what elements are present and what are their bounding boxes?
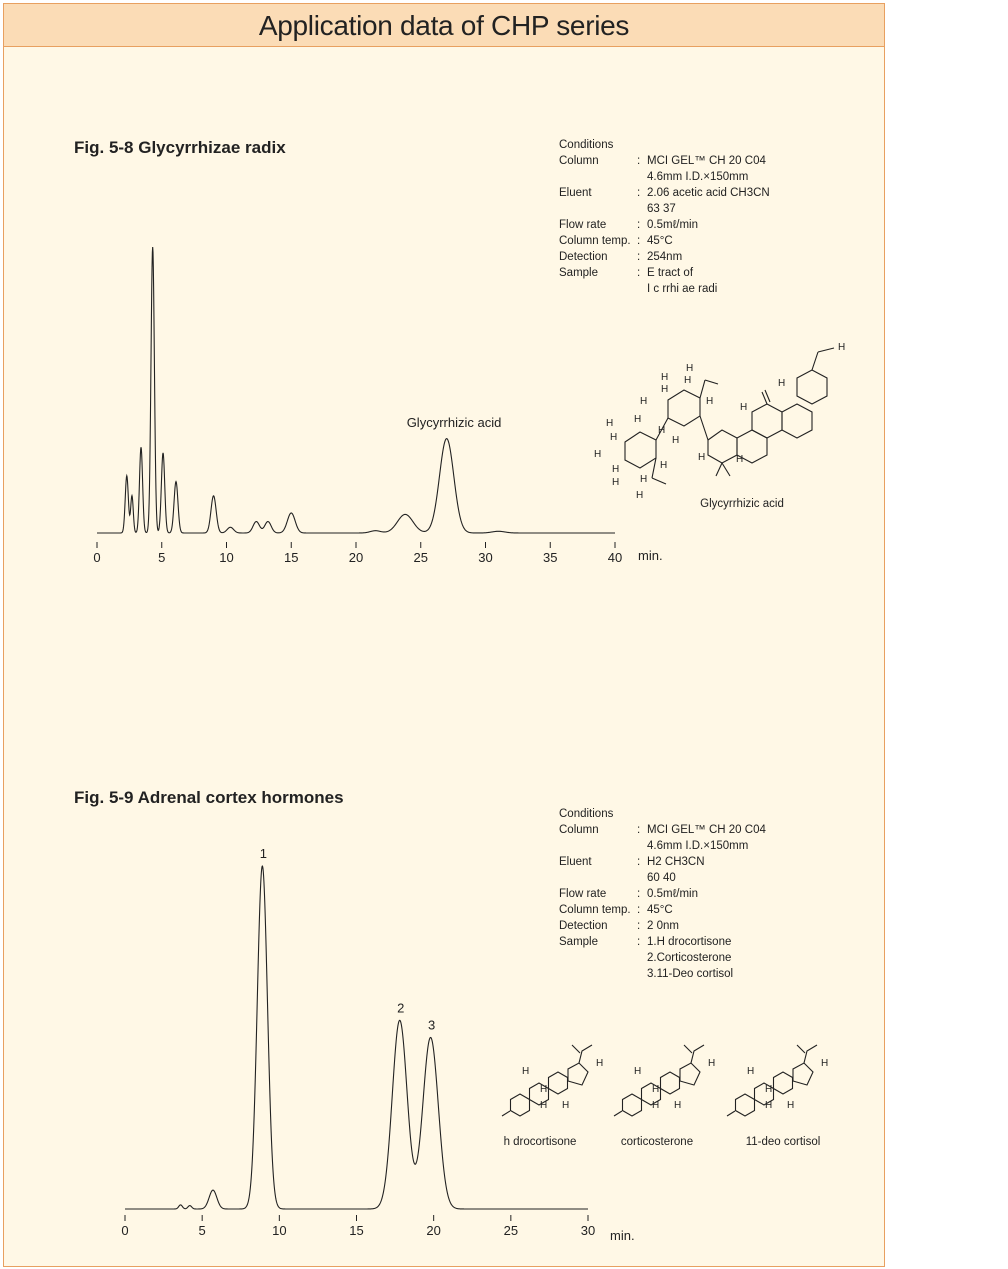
- fig1-cond-colon: :: [637, 267, 641, 279]
- fig2-title: Fig. 5-9 Adrenal cortex hormones: [74, 788, 344, 807]
- fig2-x-unit: min.: [610, 1228, 635, 1243]
- fig2-x-tick-label: 20: [426, 1223, 441, 1238]
- fig2-cond-value: 0.5mℓ/min: [647, 888, 699, 900]
- fig2-cond-value: 45°C: [647, 904, 673, 916]
- svg-text:H: H: [736, 454, 744, 465]
- fig2-cond-colon: :: [637, 904, 641, 916]
- svg-text:H: H: [686, 363, 694, 374]
- ring-c: [752, 404, 782, 438]
- glycyrrhizic-acid-structure: [625, 348, 834, 484]
- fig1-x-tick-label: 30: [478, 550, 493, 565]
- hydrogen-label: H: [787, 1100, 795, 1111]
- hydrogen-label: H: [674, 1100, 682, 1111]
- fig1-x-unit: min.: [638, 548, 663, 563]
- fig2-cond-value: H2 CH3CN: [647, 856, 705, 868]
- hydrogen-label: H: [540, 1100, 548, 1111]
- fig1-title: Fig. 5-8 Glycyrrhizae radix: [74, 138, 286, 157]
- fig2-cond-value: 1.H drocortisone: [647, 936, 732, 948]
- fig1-cond-colon: :: [637, 187, 641, 199]
- fig1-cond-value: 4.6mm I.D.×150mm: [647, 171, 749, 183]
- fig2-cond-colon: :: [637, 824, 641, 836]
- fig1-cond-value: 2.06 acetic acid CH3CN: [647, 187, 770, 199]
- hydrogen-label: H: [562, 1100, 570, 1111]
- hydrogen-label: H: [540, 1084, 548, 1095]
- hydrogen-label: H: [652, 1100, 660, 1111]
- svg-text:H: H: [672, 435, 680, 446]
- svg-text:H: H: [661, 384, 669, 395]
- fig1-cond-key: Sample: [559, 267, 598, 279]
- fig2-x-tick-label: 15: [349, 1223, 364, 1238]
- fig1-x-tick-label: 40: [607, 550, 623, 565]
- svg-text:H: H: [698, 452, 706, 463]
- hydrogen-label: H: [765, 1100, 773, 1111]
- fig1-cond-colon: :: [637, 235, 641, 247]
- fig2-x-tick-label: 0: [121, 1223, 129, 1238]
- hydrogen-label: H: [765, 1084, 773, 1095]
- svg-text:H: H: [706, 396, 714, 407]
- ring-a: [708, 430, 737, 463]
- svg-text:H: H: [612, 464, 620, 475]
- hydrogen-label: H: [522, 1066, 530, 1077]
- hydrogen-label: H: [634, 1066, 642, 1077]
- hydrogen-label: H: [652, 1084, 660, 1095]
- fig2-x-axis: [121, 1215, 595, 1238]
- fig1-cond-colon: :: [637, 219, 641, 231]
- fig1-cond-colon: :: [637, 155, 641, 167]
- svg-text:H: H: [634, 414, 642, 425]
- fig1-cond-colon: :: [637, 251, 641, 263]
- page-title: Application data of CHP series: [258, 10, 630, 41]
- svg-text:H: H: [661, 372, 669, 383]
- fig1-cond-key: Detection: [559, 251, 608, 263]
- svg-text:H: H: [640, 474, 648, 485]
- fig1-cond-key: Column: [559, 155, 599, 167]
- svg-text:H: H: [684, 375, 692, 386]
- fig1-peak-label: Glycyrrhizic acid: [406, 415, 502, 430]
- fig1-structure-label: Glycyrrhizic acid: [700, 498, 784, 510]
- fig1-cond-value: 254nm: [647, 251, 683, 263]
- fig1-cond-value: E tract of: [647, 267, 694, 279]
- fig1-cond-key: Flow rate: [559, 219, 607, 231]
- fig1-chromatogram: [93, 247, 662, 565]
- fig1-cond-value: I c rrhi ae radi: [647, 283, 718, 295]
- fig2-x-tick-label: 25: [503, 1223, 519, 1238]
- fig2-cond-colon: :: [637, 888, 641, 900]
- ring-e: [797, 370, 827, 404]
- fig1-trace: [97, 247, 618, 533]
- fig2-cond-key: Column temp.: [559, 904, 631, 916]
- fig2-cond-value: 3.11-Deo cortisol: [647, 968, 734, 980]
- fig1-cond-key: Column temp.: [559, 235, 631, 247]
- ring-d: [782, 404, 812, 438]
- fig2-x-tick-label: 30: [580, 1223, 596, 1238]
- glycyrrhizic-acid-h-labels: [594, 342, 845, 501]
- svg-text:H: H: [660, 460, 668, 471]
- fig1-x-tick-label: 35: [543, 550, 558, 565]
- hydrogen-label: H: [821, 1058, 829, 1069]
- fig1-conditions-heading: Conditions: [559, 139, 614, 151]
- svg-text:H: H: [594, 449, 602, 460]
- fig1-cond-value: 0.5mℓ/min: [647, 219, 699, 231]
- fig2-trace: [125, 866, 588, 1209]
- fig2-cond-value: 4.6mm I.D.×150mm: [647, 840, 749, 852]
- sugar-ring-1: [625, 432, 656, 468]
- fig1-x-tick-label: 5: [158, 550, 166, 565]
- fig1-cond-value: 63 37: [647, 203, 676, 215]
- fig1-x-tick-label: 10: [219, 550, 234, 565]
- fig2-structure-label-2: corticosterone: [620, 1136, 694, 1148]
- hydrogen-label: H: [708, 1058, 716, 1069]
- svg-text:H: H: [640, 396, 648, 407]
- svg-text:H: H: [636, 490, 644, 501]
- fig2-cond-colon: :: [637, 920, 641, 932]
- fig2-cond-key: Flow rate: [559, 888, 607, 900]
- fig2-cond-key: Column: [559, 824, 599, 836]
- fig2-peak-number: 1: [259, 846, 267, 861]
- fig2-peak-number: 2: [397, 1000, 405, 1016]
- fig2-chromatogram: [121, 846, 634, 1243]
- sugar-ring-2: [668, 390, 700, 426]
- fig1-cond-value: 45°C: [647, 235, 673, 247]
- fig2-cond-colon: :: [637, 936, 641, 948]
- hydrogen-label: H: [596, 1058, 604, 1069]
- fig1-cond-key: Eluent: [559, 187, 592, 199]
- svg-text:H: H: [610, 432, 618, 443]
- fig2-cond-value: 2 0nm: [647, 920, 679, 932]
- fig1-x-tick-label: 25: [413, 550, 428, 565]
- fig1-x-tick-label: 0: [93, 550, 101, 565]
- svg-text:H: H: [658, 425, 666, 436]
- fig2-cond-value: 60 40: [647, 872, 676, 884]
- fig1-x-tick-label: 20: [348, 550, 364, 565]
- fig2-cond-key: Eluent: [559, 856, 592, 868]
- fig1-x-tick-label: 15: [284, 550, 299, 565]
- fig2-cond-key: Sample: [559, 936, 598, 948]
- fig2-x-tick-label: 5: [198, 1223, 206, 1238]
- svg-text:H: H: [612, 477, 620, 488]
- steroid-structures: [502, 1045, 828, 1116]
- fig1-x-axis: [93, 542, 622, 565]
- fig2-structure-label-1: h drocortisone: [503, 1136, 577, 1148]
- fig1-cond-value: MCI GEL™ CH 20 C04: [647, 155, 766, 167]
- svg-text:H: H: [606, 418, 614, 429]
- svg-text:H: H: [778, 378, 786, 389]
- svg-text:H: H: [740, 402, 748, 413]
- fig2-cond-value: 2.Corticosterone: [647, 952, 732, 964]
- fig2-peak-labels: [260, 846, 435, 1032]
- hydrogen-label: H: [747, 1066, 755, 1077]
- fig2-conditions-heading: Conditions: [559, 808, 614, 820]
- fig2-cond-value: MCI GEL™ CH 20 C04: [647, 824, 766, 836]
- fig2-structure-label-3: 11-deo cortisol: [745, 1136, 821, 1148]
- fig2-peak-number: 3: [427, 1017, 436, 1033]
- fig2-cond-key: Detection: [559, 920, 608, 932]
- svg-text:H: H: [838, 342, 846, 353]
- fig2-cond-colon: :: [637, 856, 641, 868]
- fig2-x-tick-label: 10: [272, 1223, 287, 1238]
